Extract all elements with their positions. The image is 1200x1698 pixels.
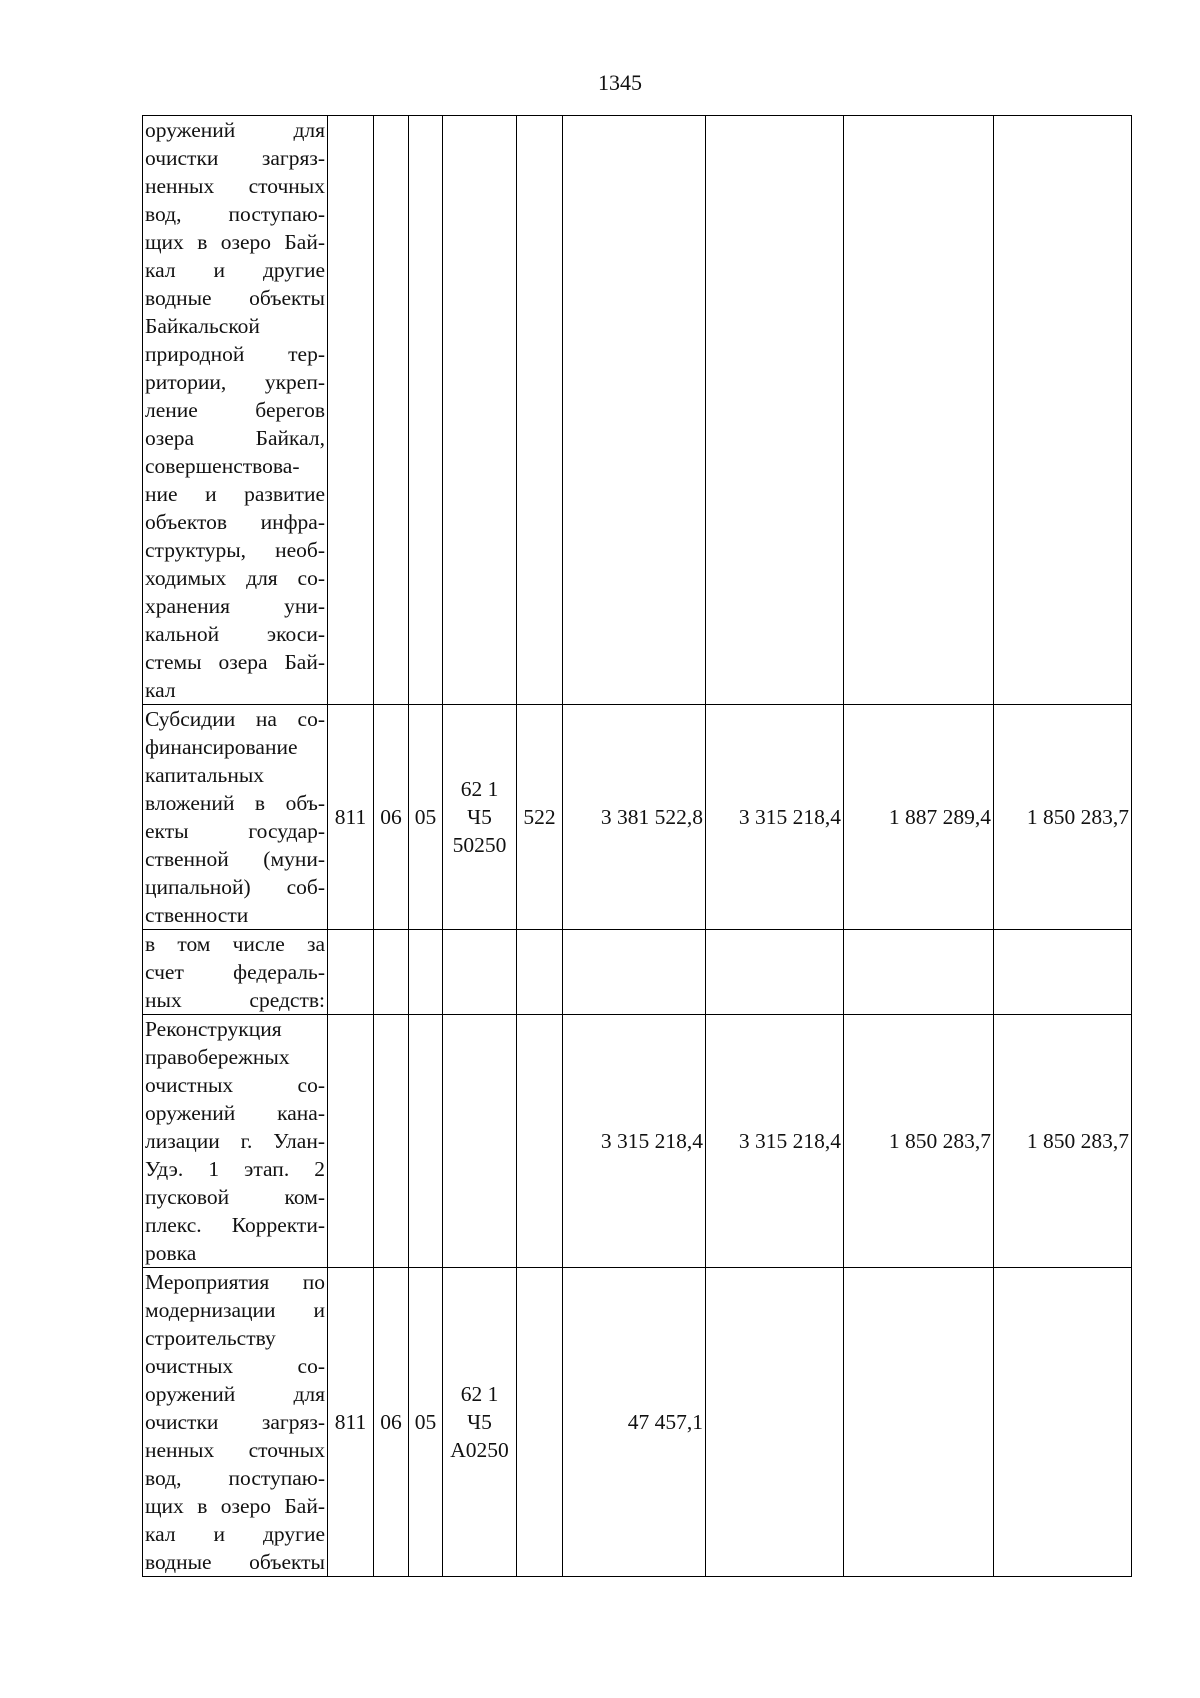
row-name-line: природной тер- [145, 342, 325, 366]
row-name-line: совершенствова- [145, 454, 300, 478]
row-name-line: плекс. Корректи- [145, 1213, 325, 1237]
row-name-line: Мероприятия по [145, 1270, 325, 1294]
amount-cell-2: 3 315 218,4 [706, 1015, 844, 1268]
row-name-line: счет федераль- [145, 960, 325, 984]
amount-cell-2: 3 315 218,4 [706, 705, 844, 930]
csr-cell [443, 1268, 517, 1577]
row-name-line: объектов инфра- [145, 510, 325, 534]
row-name-line: ственности [145, 903, 249, 927]
ved-cell: 811 [328, 705, 374, 930]
row-name-line: водные объекты [145, 286, 325, 310]
amount-cell-4 [994, 116, 1132, 705]
row-name-cell [143, 1268, 328, 1577]
amount-cell-3 [844, 116, 994, 705]
row-name-line: кал и другие [145, 1522, 325, 1546]
ved-cell [328, 1015, 374, 1268]
row-name-line: пусковой ком- [145, 1185, 325, 1209]
table-row [143, 1015, 1132, 1268]
row-name-line: ципальной) соб- [145, 875, 325, 899]
rz-cell [374, 116, 409, 705]
row-name-line: правобережных [145, 1045, 290, 1069]
row-name-line: вод, поступаю- [145, 1466, 325, 1490]
row-name-line: лизации г. Улан- [145, 1129, 325, 1153]
amount-cell-4 [994, 1268, 1132, 1577]
row-name-line: кальной экоси- [145, 622, 325, 646]
csr-line: Ч5 [467, 805, 492, 829]
pr-cell [409, 116, 443, 705]
table-row [143, 930, 1132, 1015]
row-name-cell [143, 705, 328, 930]
row-name-line: ритории, укреп- [145, 370, 325, 394]
row-name-line: кал и другие [145, 258, 325, 282]
csr-cell [443, 116, 517, 705]
ved-cell: 811 [328, 1268, 374, 1577]
row-name-line: ненных сточных [145, 174, 325, 198]
csr-cell [443, 705, 517, 930]
amount-cell-2 [706, 930, 844, 1015]
row-name-line: ние и развитие [145, 482, 325, 506]
amount-cell-3: 1 887 289,4 [844, 705, 994, 930]
csr-line: 62 1 [460, 1382, 499, 1406]
row-name-line: капитальных [145, 763, 265, 787]
row-name-cell [143, 116, 328, 705]
amount-cell-2 [706, 116, 844, 705]
row-name-line: оружений для [145, 1382, 325, 1406]
row-name-line: ходимых для со- [145, 566, 325, 590]
row-name-line: ственной (муни- [145, 847, 325, 871]
ved-cell [328, 116, 374, 705]
table-row [143, 116, 1132, 705]
row-name-cell [143, 1015, 328, 1268]
row-name-line: очистных со- [145, 1073, 325, 1097]
row-name-line: оружений для [145, 118, 325, 142]
row-name-line: кал [145, 678, 176, 702]
row-name-line: озера Байкал, [145, 426, 325, 450]
amount-cell-1: 47 457,1 [563, 1268, 706, 1577]
amount-cell-2 [706, 1268, 844, 1577]
csr-line: 62 1 [460, 777, 499, 801]
rz-cell [374, 1015, 409, 1268]
vr-cell: 522 [517, 705, 563, 930]
table-body [143, 116, 1132, 1577]
budget-table [142, 115, 1132, 1577]
row-name-line: вод, поступаю- [145, 202, 325, 226]
amount-cell-1: 3 381 522,8 [563, 705, 706, 930]
amount-cell-1 [563, 116, 706, 705]
vr-cell [517, 930, 563, 1015]
csr-line: 50250 [452, 833, 507, 857]
csr-line: Ч5 [467, 1410, 492, 1434]
rz-cell [374, 930, 409, 1015]
csr-line: А0250 [450, 1438, 509, 1462]
row-name-line: очистных со- [145, 1354, 325, 1378]
row-name-line: очистки загряз- [145, 146, 325, 170]
table-row [143, 705, 1132, 930]
row-name-line: оружений кана- [145, 1101, 325, 1125]
row-name-line: хранения уни- [145, 594, 325, 618]
row-name-line: ровка [145, 1241, 197, 1265]
row-name-line: ненных сточных [145, 1438, 325, 1462]
row-name-line: щих в озеро Бай- [145, 230, 325, 254]
csr-cell [443, 930, 517, 1015]
amount-cell-1: 3 315 218,4 [563, 1015, 706, 1268]
row-name-line: ление берегов [145, 398, 325, 422]
pr-cell: 05 [409, 705, 443, 930]
rz-cell: 06 [374, 1268, 409, 1577]
row-name-line: Реконструкция [145, 1017, 282, 1041]
pr-cell [409, 1015, 443, 1268]
amount-cell-4: 1 850 283,7 [994, 705, 1132, 930]
row-name-line: екты государ- [145, 819, 325, 843]
row-name-line: структуры, необ- [145, 538, 325, 562]
amount-cell-3 [844, 1268, 994, 1577]
vr-cell [517, 1268, 563, 1577]
row-name-line: ных средств: [145, 988, 325, 1012]
vr-cell [517, 1015, 563, 1268]
row-name-line: финансирование [145, 735, 298, 759]
row-name-line: стемы озера Бай- [145, 650, 325, 674]
row-name-line: вложений в объ- [145, 791, 325, 815]
pr-cell [409, 930, 443, 1015]
amount-cell-3 [844, 930, 994, 1015]
rz-cell: 06 [374, 705, 409, 930]
table-row [143, 1268, 1132, 1577]
ved-cell [328, 930, 374, 1015]
row-name-line: Субсидии на со- [145, 707, 325, 731]
row-name-line: Удэ. 1 этап. 2 [145, 1157, 325, 1181]
page-number: 1345 [598, 70, 642, 95]
row-name-line: Байкальской [145, 314, 260, 338]
row-name-line: очистки загряз- [145, 1410, 325, 1434]
amount-cell-4 [994, 930, 1132, 1015]
amount-cell-3: 1 850 283,7 [844, 1015, 994, 1268]
row-name-line: щих в озеро Бай- [145, 1494, 325, 1518]
vr-cell [517, 116, 563, 705]
row-name-line: водные объекты [145, 1550, 325, 1574]
row-name-line: в том числе за [145, 932, 325, 956]
amount-cell-1 [563, 930, 706, 1015]
csr-cell [443, 1015, 517, 1268]
row-name-line: модернизации и [145, 1298, 325, 1322]
row-name-line: строительству [145, 1326, 276, 1350]
amount-cell-4: 1 850 283,7 [994, 1015, 1132, 1268]
pr-cell: 05 [409, 1268, 443, 1577]
row-name-cell [143, 930, 328, 1015]
